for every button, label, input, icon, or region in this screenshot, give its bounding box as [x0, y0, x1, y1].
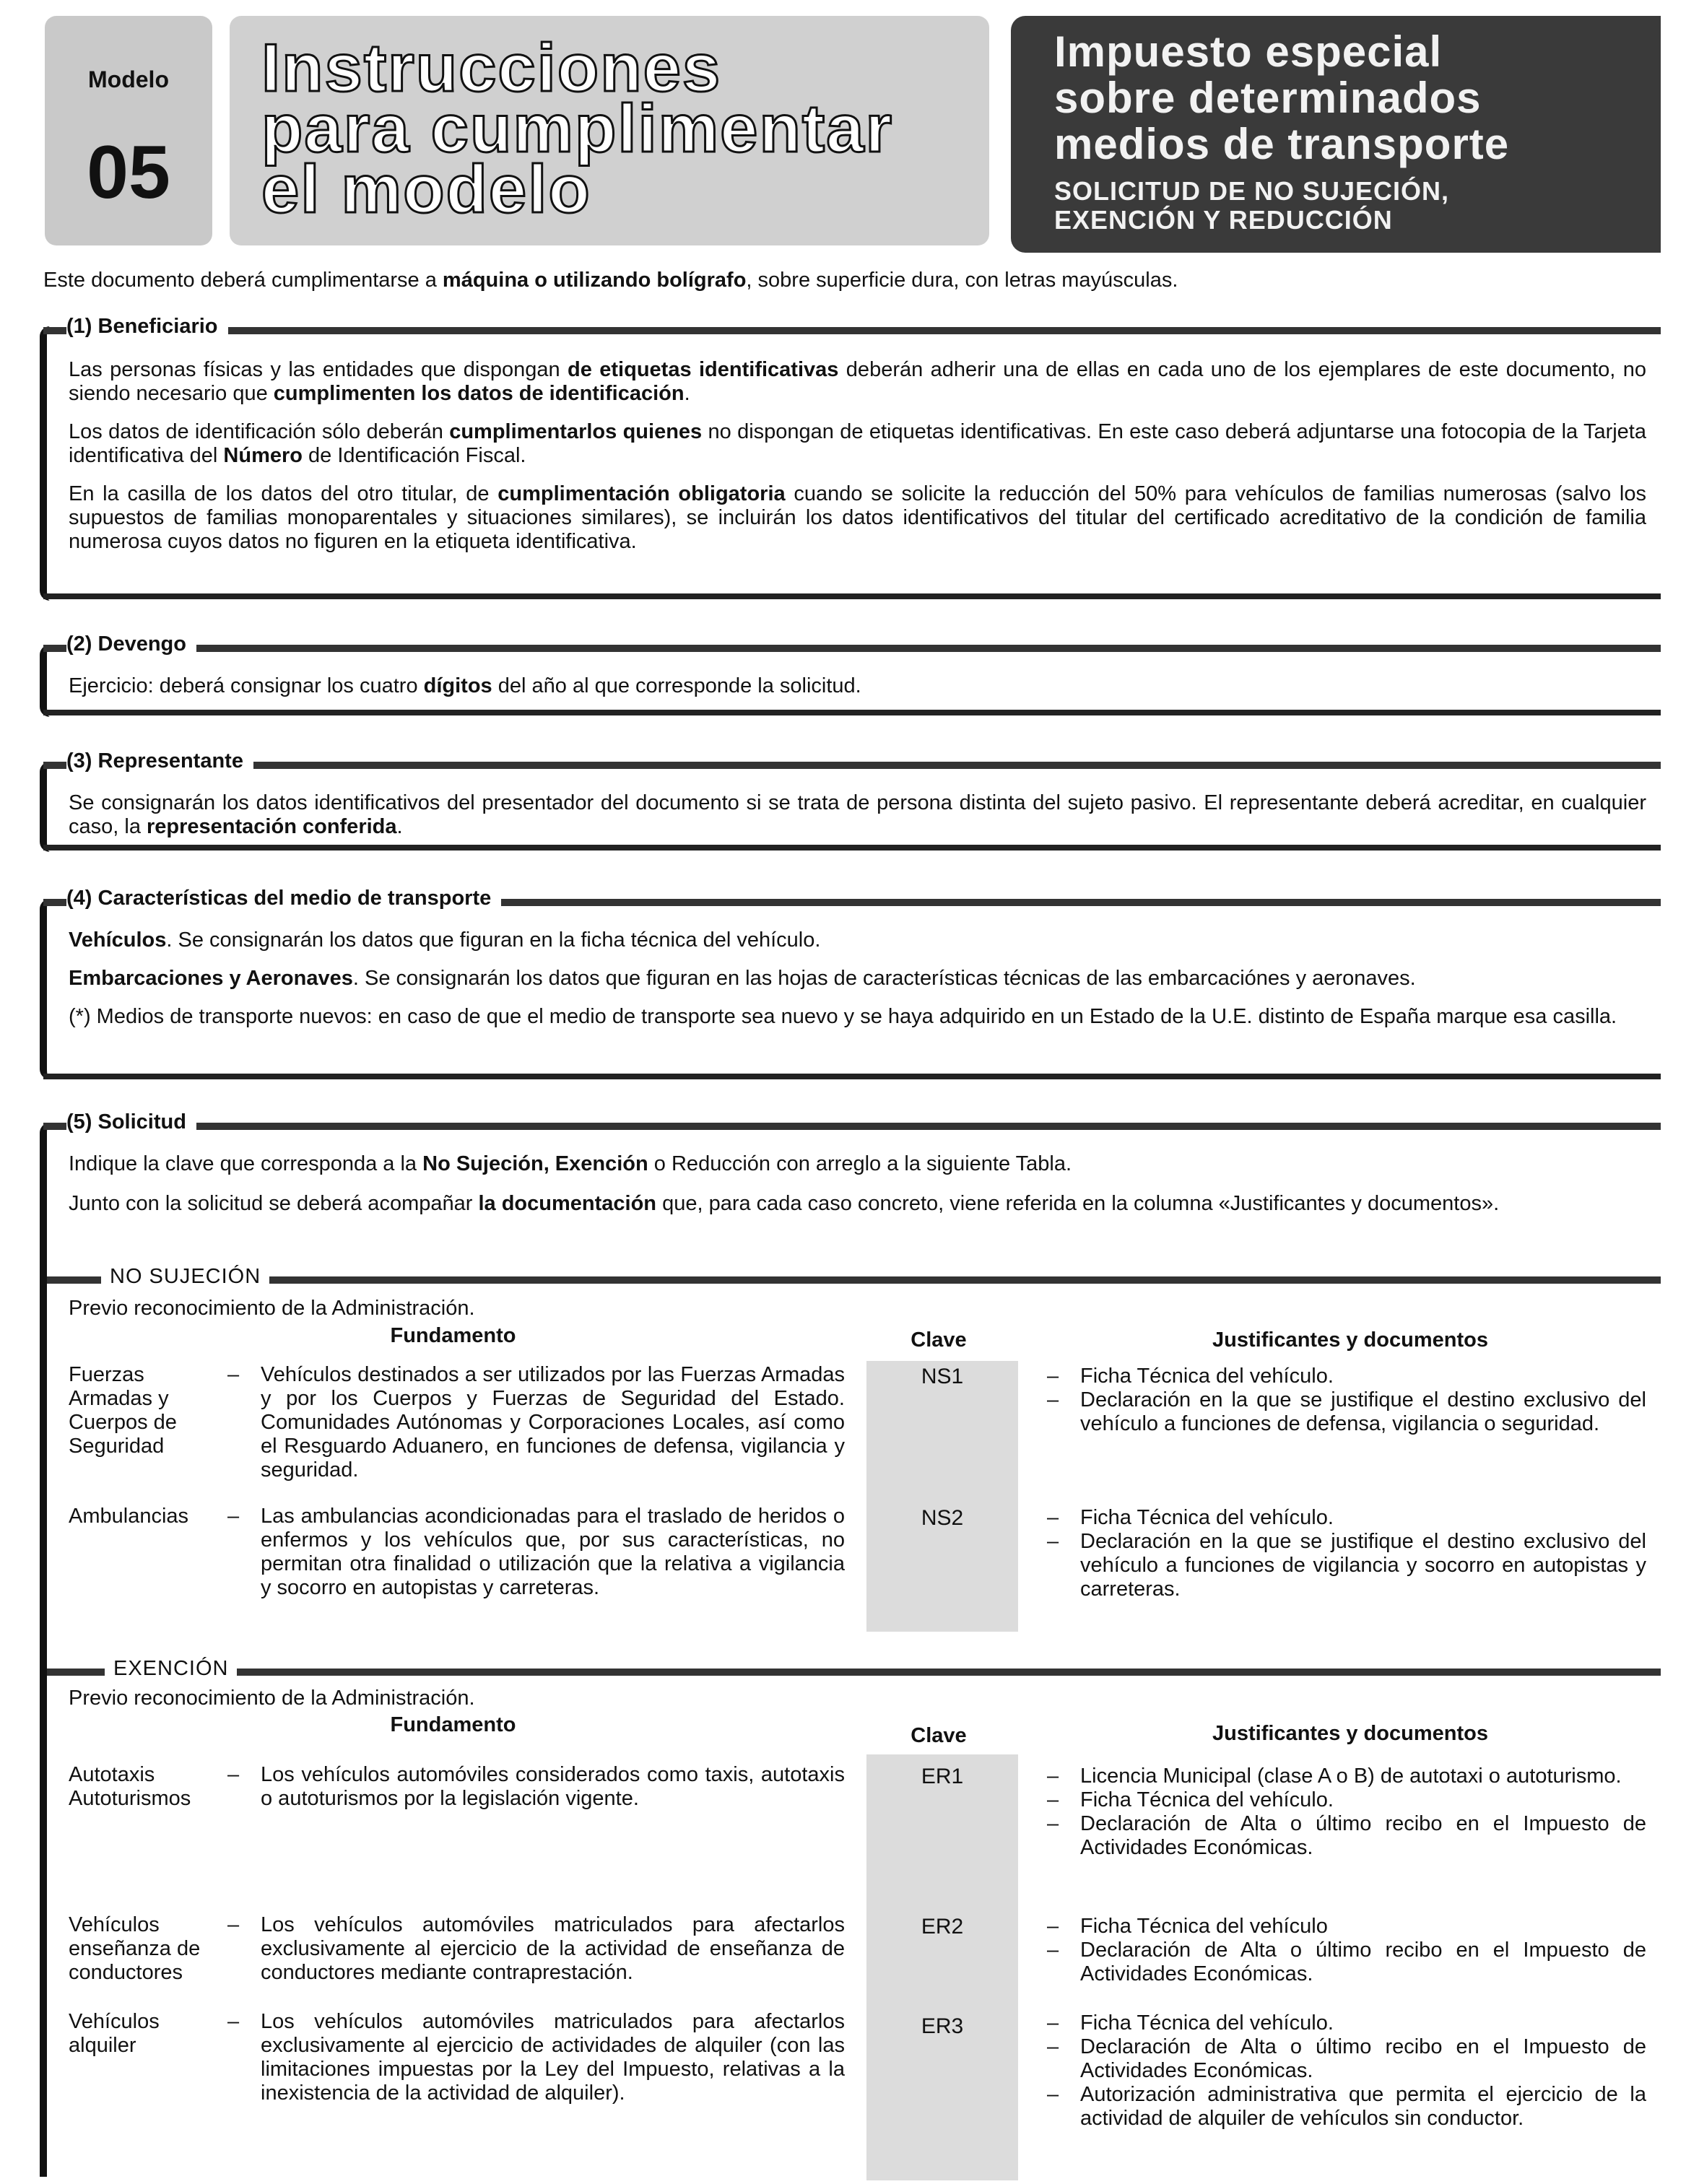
ns1-docs — [1047, 1365, 1646, 1436]
list-item: – Declaración de Alta o último recibo en el Impuesto de Actividades Económicas. — [1047, 1939, 1646, 1986]
list-item: – Licencia Municipal (clase A o B) de autotaxi o autoturismo. — [1047, 1765, 1646, 1788]
no-sujecion-bar — [47, 1276, 1661, 1284]
list-item: – Ficha Técnica del vehículo. — [1047, 1365, 1646, 1388]
section-caracteristicas-bottom — [43, 1074, 1661, 1079]
list-item: – Declaración de Alta o último recibo en el Impuesto de Actividades Económicas. — [1047, 2035, 1646, 2083]
section-beneficiario-bracket — [40, 326, 61, 601]
exencion-heading: EXENCIÓN — [105, 1657, 237, 1681]
tax-subtitle: SOLICITUD DE NO SUJECIÓN, EXENCIÓN Y REDUCCIÓN — [1054, 176, 1450, 235]
section-devengo-title: (2) Devengo — [66, 632, 196, 656]
ns-header-fundamento: Fundamento — [390, 1324, 516, 1347]
section-representante-title: (3) Representante — [66, 749, 253, 773]
er3-category: Vehículos alquiler — [69, 2010, 160, 2057]
solicitud-paragraph-1: Indique la clave que corresponda a la No Sujeción, Exención o Reducción con arreglo a la siguiente Tabla. — [69, 1152, 1072, 1175]
ex-clave-column — [866, 1754, 1018, 2180]
er1-docs — [1047, 1765, 1646, 1860]
solicitud-paragraph-2: Junto con la solicitud se deberá acompañar la documentación que, para cada caso concreto, viene referida en la columna «Justificantes y documentos». — [69, 1192, 1500, 1215]
section-caracteristicas-bracket — [40, 899, 61, 1079]
exencion-note: Previo reconocimiento de la Administración. — [69, 1687, 475, 1710]
ns2-clave: NS2 — [921, 1506, 964, 1530]
representante-paragraph: Se consignarán los datos identificativos del presentador del documento si se trata de persona distinta del sujeto pasivo. El representante deberá acreditar, en cualquier caso, la representación conferida. — [69, 791, 1646, 838]
er2-category: Vehículos enseñanza de conductores — [69, 1913, 201, 1984]
section-representante-bottom — [43, 845, 1661, 850]
section-devengo-bracket — [40, 645, 61, 717]
list-item: – Ficha Técnica del vehículo — [1047, 1915, 1646, 1939]
list-item: – Ficha Técnica del vehículo. — [1047, 2011, 1646, 2035]
ex-header-justificantes: Justificantes y documentos — [1212, 1722, 1488, 1745]
section-representante-bar — [43, 762, 1661, 769]
intro-text: Este documento deberá cumplimentarse a máquina o utilizando bolígrafo, sobre superficie dura, con letras mayúsculas. — [43, 269, 1178, 292]
section-caracteristicas-body — [69, 928, 1646, 1029]
modelo-number: 05 — [87, 131, 170, 214]
er3-docs — [1047, 2011, 1646, 2131]
ns1-fundamento: – Vehículos destinados a ser utilizados por las Fuerzas Armadas y por los Cuerpos y Fuerzas de Seguridad del Estado. Comunidades Autónomas y Corporaciones Locales, así como el Resguardo Aduanero, en funciones de defensa, vigilancia y seguridad. — [227, 1363, 845, 1482]
er3-fundamento: – Los vehículos automóviles matriculados para afectarlos exclusivamente al ejercicio de actividades de alquiler (con las limitaciones impuestas por la Ley del Impuesto, relativas a la inexistencia de la actividad de alquiler). — [227, 2010, 845, 2105]
er1-clave: ER1 — [921, 1765, 964, 1788]
er2-clave: ER2 — [921, 1915, 964, 1939]
caracteristicas-paragraph-3: (*) Medios de transporte nuevos: en caso de que el medio de transporte sea nuevo y se haya adquirido en un Estado de la U.E. distinto de España marque esa casilla. — [69, 1005, 1617, 1028]
section-devengo-bottom — [43, 710, 1661, 715]
no-sujecion-heading: NO SUJECIÓN — [101, 1265, 269, 1289]
er1-category: Autotaxis Autoturismos — [69, 1763, 191, 1810]
ns-header-justificantes: Justificantes y documentos — [1212, 1328, 1488, 1352]
ns1-clave: NS1 — [921, 1365, 964, 1388]
section-beneficiario-body — [69, 358, 1646, 554]
tax-title: Impuesto especial sobre determinados medios de transporte — [1054, 27, 1510, 168]
caracteristicas-paragraph-1: Vehículos. Se consignarán los datos que figuran en la ficha técnica del vehículo. — [69, 928, 821, 952]
list-item: – Declaración de Alta o último recibo en el Impuesto de Actividades Económicas. — [1047, 1812, 1646, 1860]
er3-clave: ER3 — [921, 2014, 964, 2038]
list-item: – Autorización administrativa que permita el ejercicio de la actividad de alquiler de vehículos sin conductor. — [1047, 2083, 1646, 2131]
ex-header-clave: Clave — [911, 1724, 967, 1747]
er2-fundamento: – Los vehículos automóviles matriculados para afectarlos exclusivamente al ejercicio de la actividad de enseñanza de conductores mediante contraprestación. — [227, 1913, 845, 1985]
ns1-category: Fuerzas Armadas y Cuerpos de Seguridad — [69, 1363, 177, 1458]
list-item: – Ficha Técnica del vehículo. — [1047, 1506, 1646, 1530]
beneficiario-paragraph-2: Los datos de identificación sólo deberán cumplimentarlos quienes no dispongan de etiquetas identificativas. En este caso deberá adjuntarse una fotocopia de la Tarjeta identificativa del Número de Identificación Fiscal. — [69, 420, 1646, 467]
ns2-docs — [1047, 1506, 1646, 1601]
section-solicitud-bar — [43, 1123, 1661, 1130]
section-beneficiario-bottom — [43, 593, 1661, 599]
ns2-category: Ambulancias — [69, 1505, 189, 1528]
instructions-title: Instrucciones para cumplimentar el modelo — [261, 30, 894, 227]
list-item: – Declaración en la que se justifique el destino exclusivo del vehículo a funciones de vigilancia y socorro en autopistas y carreteras. — [1047, 1530, 1646, 1601]
exencion-bar — [47, 1669, 1661, 1676]
list-item: – Declaración en la que se justifique el destino exclusivo del vehículo a funciones de defensa, vigilancia o seguridad. — [1047, 1388, 1646, 1436]
er1-fundamento: – Los vehículos automóviles considerados como taxis, autotaxis o autoturismos por la legislación vigente. — [227, 1763, 845, 1811]
caracteristicas-paragraph-2: Embarcaciones y Aeronaves. Se consignarán los datos que figuran en las hojas de características técnicas de las embarcaciónes y aeronaves. — [69, 967, 1416, 990]
section-representante-bracket — [40, 762, 61, 852]
ex-header-fundamento: Fundamento — [390, 1713, 516, 1736]
list-item: – Ficha Técnica del vehículo. — [1047, 1788, 1646, 1812]
section-caracteristicas-title: (4) Características del medio de transporte — [66, 887, 501, 910]
section-devengo-bar — [43, 645, 1661, 652]
section-solicitud-body — [69, 1152, 1646, 1216]
no-sujecion-note: Previo reconocimiento de la Administración. — [69, 1297, 475, 1320]
beneficiario-paragraph-3: En la casilla de los datos del otro titular, de cumplimentación obligatoria cuando se solicite la reducción del 50% para vehículos de familias numerosas (salvo los supuestos de familias monoparentales y situaciones similares), se incluirán los datos identificativos del titular del certificado acreditativo de la condición de familia numerosa cuyos datos no figuren en la etiqueta identificativa. — [69, 482, 1646, 553]
section-beneficiario-bar — [43, 327, 1661, 334]
modelo-label: Modelo — [88, 66, 169, 92]
devengo-paragraph: Ejercicio: deberá consignar los cuatro dígitos del año al que corresponde la solicitud. — [69, 674, 861, 697]
ns-header-clave: Clave — [911, 1328, 967, 1352]
section-beneficiario-title: (1) Beneficiario — [66, 315, 228, 339]
ns2-fundamento: – Las ambulancias acondicionadas para el traslado de heridos o enfermos y los vehículos que, por sus características, no permitan otra finalidad o utilización que la relativa a vigilancia y socorro en autopistas y carreteras. — [227, 1505, 845, 1600]
beneficiario-paragraph-1: Las personas físicas y las entidades que dispongan de etiquetas identificativas deberán adherir una de ellas en cada uno de los ejemplares de este documento, no siendo necesario que cumplimenten los datos de identificación. — [69, 358, 1646, 405]
section-solicitud-title: (5) Solicitud — [66, 1110, 196, 1134]
er2-docs — [1047, 1915, 1646, 1986]
ns-clave-column — [866, 1361, 1018, 1632]
